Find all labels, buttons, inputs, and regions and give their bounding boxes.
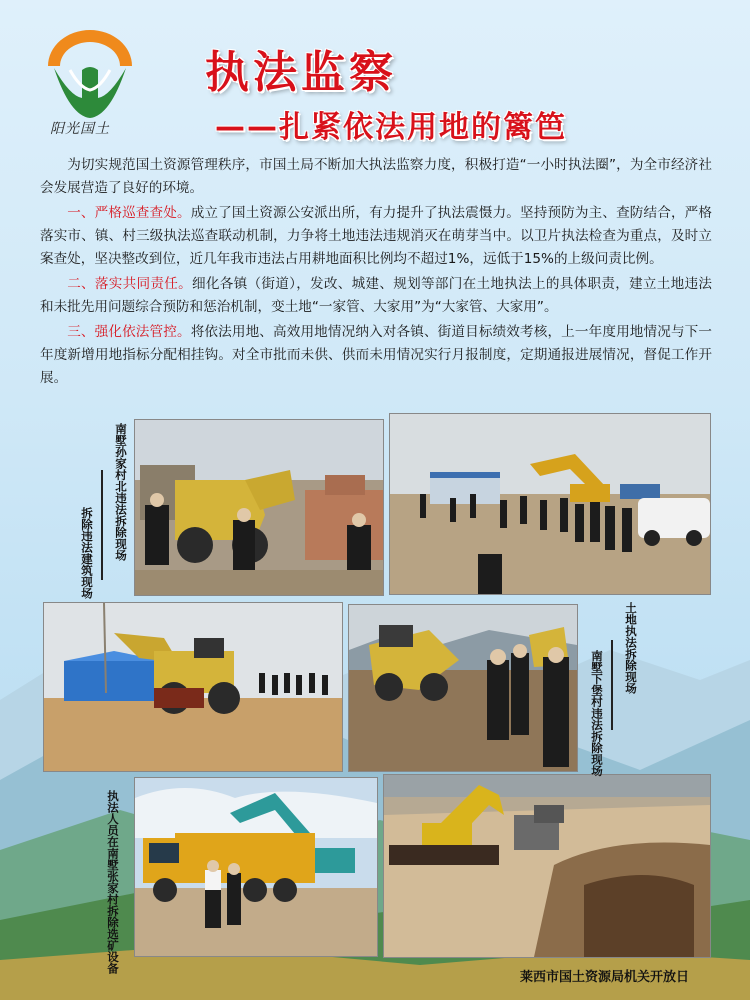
paragraph-1-text: 成立了国土资源公安派出所，有力提升了执法震慑力。坚持预防为主、查防结合，严格落实市、镇、村三级执法巡查联动机制，力争将土地违法违规消灭在萌芽当中。以卫片执法检查为重点，及时立案查处，坚决整改到位，近几年我市违法占用耕地面积比例均不超过1%，远低于15%的上级问责比例。 xyxy=(40,205,712,267)
article-body xyxy=(40,154,712,392)
photo-bulldozer-tarp xyxy=(44,603,342,771)
paragraph-2 xyxy=(40,273,712,319)
caption-zhangjia-village: 执法人员在南墅张家村拆除选矿设备 xyxy=(106,790,120,974)
paragraph-1-heading: 一、严格巡查查处。 xyxy=(67,205,191,221)
page-subtitle: ——扎紧依法用地的篱笆 xyxy=(215,110,567,145)
photo-truck-excavator xyxy=(135,778,377,956)
paragraph-2-heading: 二、落实共同责任。 xyxy=(67,276,193,292)
paragraph-3 xyxy=(40,321,712,390)
page-title: 执法监察 xyxy=(205,47,397,98)
photo-quarry-excavator xyxy=(384,775,710,957)
paragraph-3-heading: 三、强化依法管控。 xyxy=(67,324,191,340)
caption-xiabao-village: 南墅下堡村违法拆除现场 xyxy=(590,650,604,777)
caption-divider xyxy=(611,640,613,730)
caption-sunjia-village: 南墅孙家村北违法拆除现场 xyxy=(114,423,128,561)
logo-text: 阳光国土 xyxy=(50,121,110,137)
footer-text: 莱西市国土资源局机关开放日 xyxy=(520,970,690,985)
photo-demolition-loader xyxy=(135,420,383,595)
paragraph-1 xyxy=(40,202,712,271)
paragraph-2-text: 细化各镇（街道），发改、城建、规划等部门在土地执法上的具体职责，建立土地违法和未批先用问题综合预防和惩治机制，变土地“一家管、大家用”为“大家管、大家用”。 xyxy=(40,276,713,315)
intro-paragraph: 为切实规范国土资源管理秩序，市国土局不断加大执法监察力度，积极打造“一小时执法圈”，为全市经济社会发展营造了良好的环境。 xyxy=(40,157,712,196)
photo-crowd-excavator xyxy=(390,414,710,594)
caption-divider xyxy=(101,470,103,580)
paragraph-3-text: 将依法用地、高效用地情况纳入对各镇、街道目标绩效考核，上一年度用地情况与下一年度新增用地指标分配相挂钩。对全市批而未供、供而未用情况实行月报制度，定期通报进展情况，督促工作开展。 xyxy=(40,324,712,386)
caption-land-enforcement: 土地执法拆除现场 xyxy=(624,602,638,694)
photo-loader-officials xyxy=(349,605,577,771)
caption-illegal-building: 拆除违法建筑现场 xyxy=(80,507,94,599)
